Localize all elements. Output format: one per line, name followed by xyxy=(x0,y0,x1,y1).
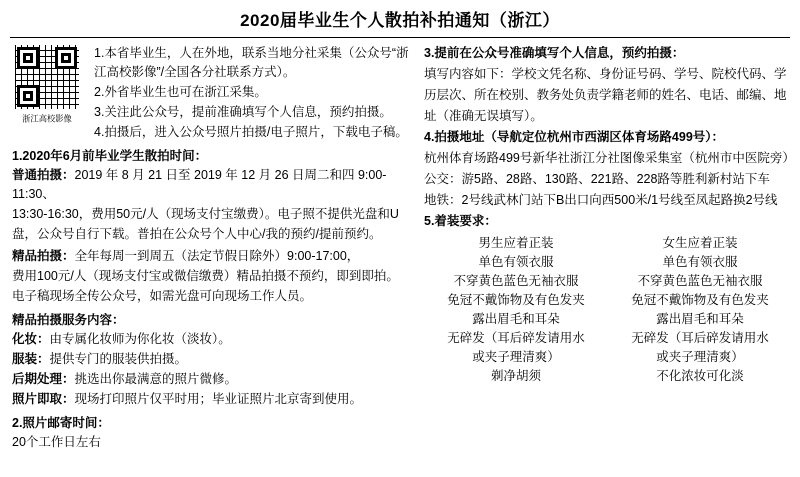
premium-shoot-line-1 xyxy=(12,247,416,266)
intro-line-3: 3.关注此公众号，提前准确填写个人信息，预约拍摄。 xyxy=(94,105,392,119)
service-text-postprocessing: 挑选出你最满意的照片微修。 xyxy=(74,372,238,386)
section-4-metro: 地铁：2号线武林门站下B出口向西500米/1号线至凤起路换2号线 xyxy=(424,193,778,207)
section-3-line-3: 址（准确无误填写）。 xyxy=(424,109,543,123)
service-item-clothing xyxy=(12,350,416,369)
dress-female-line-1: 女生应着正装 xyxy=(662,236,738,250)
section-4-address: 杭州体育场路499号新华社浙江分社图像采集室（杭州市中医院旁） xyxy=(424,151,795,165)
service-item-makeup xyxy=(12,330,416,349)
dress-requirements xyxy=(424,234,792,386)
dress-female-line-2: 单色有领衣服 xyxy=(662,255,738,269)
service-text-makeup: 由专属化妆师为你化妆（淡妆）。 xyxy=(49,332,231,346)
intro-line-1: 1.本省毕业生，人在外地，联系当地分社采集（公众号“浙江高校影像”/全国各分社联系方式）。 xyxy=(94,46,409,79)
section-2-text: 20个工作日左右 xyxy=(12,435,101,449)
dress-female-column xyxy=(608,234,792,386)
service-content-heading: 精品拍摄服务内容： xyxy=(12,313,125,327)
section-4-bus: 公交：游5路、28路、130路、221路、228路等胜利新村站下车 xyxy=(424,172,770,186)
qr-code-icon xyxy=(14,44,80,110)
premium-shoot-label: 精品拍摄： xyxy=(12,249,75,263)
dress-male-column xyxy=(424,234,608,386)
section-3-line-2: 历层次、所在校别、教务处负责学籍老师的姓名、电话、邮编、地 xyxy=(424,88,787,102)
dress-female-line-8: 不化浓妆可化淡 xyxy=(656,369,744,383)
section-1-heading: 1.2020年6月前毕业学生散拍时间： xyxy=(12,149,208,163)
dress-male-line-5: 露出眉毛和耳朵 xyxy=(472,312,560,326)
premium-shoot-line-2: 费用100元/人（现场支付宝或微信缴费）精品拍摄不预约，即到即拍。 xyxy=(12,269,399,283)
section-2-heading: 2.照片邮寄时间： xyxy=(12,416,110,430)
normal-shoot-line-3: 盘，公众号自行下载。普拍在公众号个人中心/我的预约/提前预约。 xyxy=(12,227,382,241)
qr-code-block xyxy=(10,44,84,125)
dress-male-line-4: 免冠不戴饰物及有色发夹 xyxy=(447,293,585,307)
service-label-postprocessing: 后期处理： xyxy=(12,372,75,386)
service-item-postprocessing xyxy=(12,370,416,389)
normal-shoot-label: 普通拍摄： xyxy=(12,168,75,182)
premium-shoot-text-1: 全年每周一到周五（法定节假日除外）9:00-17:00， xyxy=(74,249,360,263)
dress-male-line-2: 单色有领衣服 xyxy=(478,255,554,269)
title-divider xyxy=(10,37,790,38)
dress-male-line-6: 无碎发（耳后碎发请用水 xyxy=(447,331,585,345)
right-column xyxy=(416,44,795,386)
dress-female-line-5: 露出眉毛和耳朵 xyxy=(656,312,744,326)
service-text-instant-print: 现场打印照片仅平时用；毕业证照片北京寄到使用。 xyxy=(74,392,363,406)
normal-shoot-line-2: 13:30-16:30，费用50元/人（现场支付宝缴费）。电子照不提供光盘和U xyxy=(12,207,399,221)
premium-shoot-line-3: 电子稿现场全传公众号，如需光盘可向现场工作人员。 xyxy=(12,289,313,303)
service-item-instant-print xyxy=(12,390,416,409)
page-title: 2020届毕业生个人散拍补拍通知（浙江） xyxy=(240,11,560,30)
dress-female-line-6: 无碎发（耳后碎发请用水 xyxy=(631,331,769,345)
section-3-line-1: 填写内容如下：学校文凭名称、身份证号码、学号、院校代码、学 xyxy=(424,67,787,81)
intro-line-4: 4.拍摄后，进入公众号照片拍摄/电子照片，下载电子稿。 xyxy=(94,125,408,139)
section-4-heading: 4.拍摄地址（导航定位杭州市西湖区体育场路499号）： xyxy=(424,130,725,144)
intro-block xyxy=(94,44,416,142)
normal-shoot-text-1: 2019 年 8 月 21 日至 2019 年 12 月 26 日周二和四 9:00-11:30、 xyxy=(12,168,387,201)
dress-female-line-4: 免冠不戴饰物及有色发夹 xyxy=(631,293,769,307)
service-label-clothing: 服装： xyxy=(12,352,50,366)
dress-male-line-3: 不穿黄色蓝色无袖衣服 xyxy=(453,274,579,288)
service-label-instant-print: 照片即取： xyxy=(12,392,75,406)
dress-male-line-7: 或夹子理清爽） xyxy=(472,350,560,364)
intro-line-2: 2.外省毕业生也可在浙江采集。 xyxy=(94,85,267,99)
section-3-heading: 3.提前在公众号准确填写个人信息，预约拍摄： xyxy=(424,46,685,60)
normal-shoot-line-1 xyxy=(12,166,416,204)
dress-male-line-1: 男生应着正装 xyxy=(478,236,554,250)
service-label-makeup: 化妆： xyxy=(12,332,50,346)
service-text-clothing: 提供专门的服装供拍摄。 xyxy=(49,352,188,366)
qr-code-caption: 浙江高校影像 xyxy=(22,114,72,124)
dress-female-line-7: 或夹子理清爽） xyxy=(656,350,744,364)
content-columns xyxy=(0,44,800,453)
dress-female-line-3: 不穿黄色蓝色无袖衣服 xyxy=(637,274,763,288)
section-5-heading: 5.着装要求： xyxy=(424,214,497,228)
dress-male-line-8: 剃净胡须 xyxy=(490,369,541,383)
